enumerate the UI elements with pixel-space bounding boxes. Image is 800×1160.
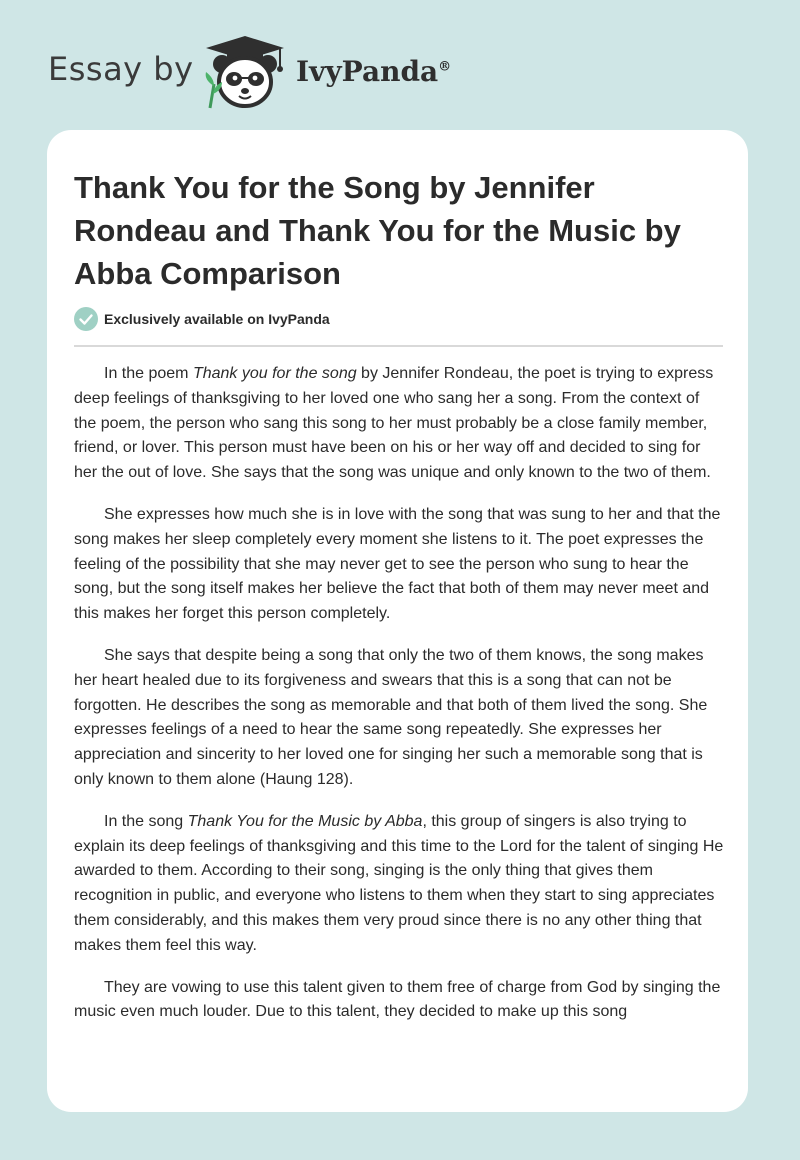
poem-title: Thank you for the song (192, 365, 357, 382)
exclusive-badge (74, 306, 330, 332)
essay-card (47, 130, 748, 1112)
paragraph-1 (74, 362, 724, 486)
registered-mark: ® (438, 59, 452, 75)
brand-text: IvyPanda (296, 55, 439, 88)
paragraph-text: In the poem (104, 365, 193, 382)
song-title: Thank You for the Music by Abba (187, 812, 423, 830)
brand-name[interactable] (296, 55, 451, 88)
badge-label: Exclusively available on IvyPanda (104, 311, 330, 327)
paragraph-text: In the song (104, 812, 188, 830)
title-divider (74, 345, 723, 347)
paragraph-3: She says that despite being a song that only the two of them knows, the song makes her heart healed due to its forgiveness and swears that this is a song that can not be forgotten. He describes the song as memorable and that both of them lived the song. She expresses feelings of a need to hear the same song repeatedly. She expresses her appreciation and sincerity to her loved one for singing her such a memorable song that is only known to them alone (Haung 128). (74, 646, 708, 788)
site-header (0, 0, 800, 120)
paragraph-4 (74, 810, 724, 959)
paragraph-5: They are vowing to use this talent given to them free of charge from God by singing the music even much louder. Due to this talent, they decided to make up this song (74, 978, 721, 1021)
paragraph-2: She expresses how much she is in love with the song that was sung to her and that the song makes her sleep completely every moment she listens to it. The poet expresses the feeling of the possibility that she may never get to see the person who sung to hear the song, but the song itself makes her believe the fact that both of them may never meet and this makes her forget this person completely. (74, 505, 721, 623)
panda-logo-icon[interactable] (200, 34, 290, 110)
paragraph-text: , this group of singers is also trying to explain its deep feelings of thanksgiving and this time to the Lord for the talent of singing He awarded to them. According to their song, singing is the only thing that gives them recognition in public, and everyone who listens to them when they start to sing appreciates them considerably, and this makes them very proud since there is no any other thing that makes them feel this way. (74, 812, 724, 954)
essay-body (74, 362, 724, 1042)
essay-title: Thank You for the Song by Jennifer Rondeau and Thank You for the Music by Abba Comparison (74, 170, 681, 291)
paragraph-text: by Jennifer Rondeau, the poet is trying to express deep feelings of thanksgiving to her loved one who sang her a song. From the context of the poem, the person who sang this song to her must probably be a close family member, friend, or lover. This person must have been on his or her way off and decided to sing for her the out of love. She says that the song was unique and only known to the two of them. (74, 365, 714, 482)
check-circle-icon (74, 307, 98, 331)
essay-by-label: Essay by (48, 50, 194, 88)
